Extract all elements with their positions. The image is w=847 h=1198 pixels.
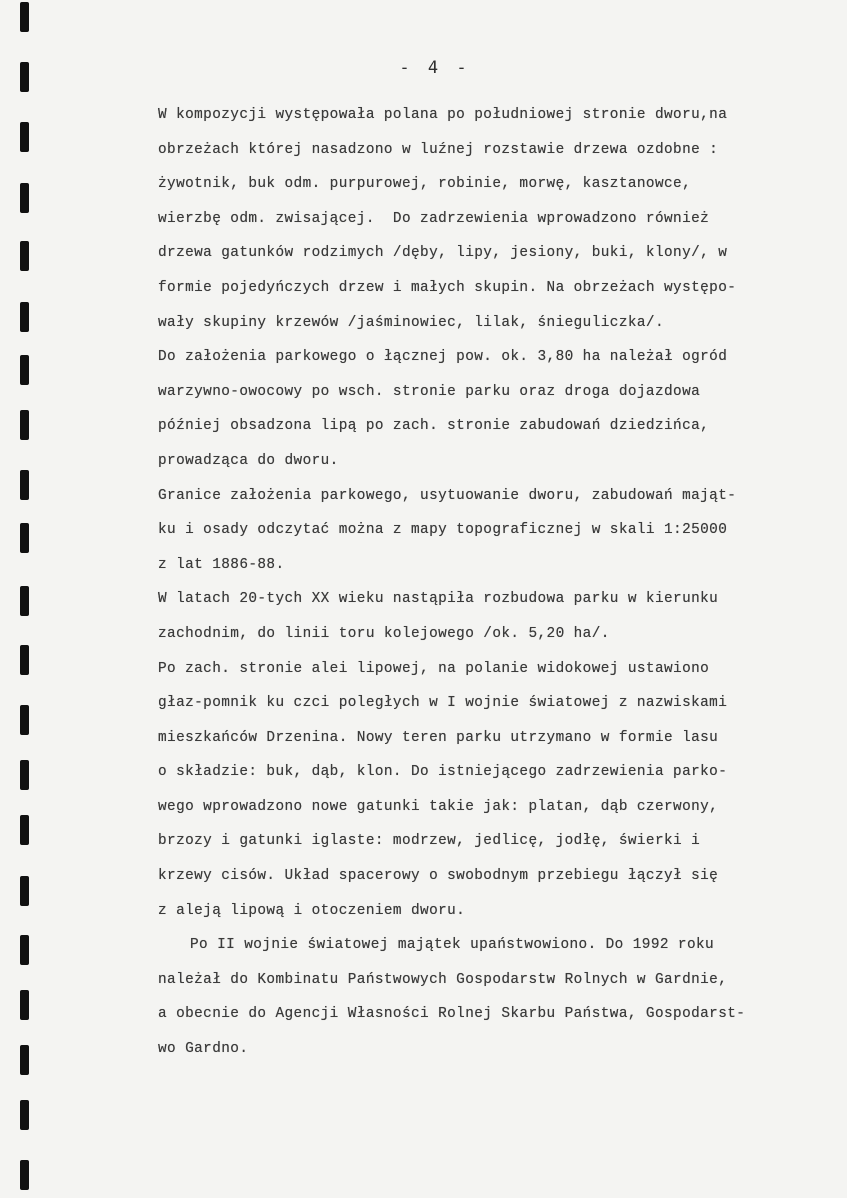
text-line: warzywno-owocowy po wsch. stronie parku oraz droga dojazdowa [158,383,701,400]
text-line: później obsadzona lipą po zach. stronie zabudowań dziedzińca, [158,418,710,435]
text-line: W kompozycji występowała polana po południowej stronie dworu,na [158,107,728,123]
typewritten-text [158,98,828,1067]
text-line: W latach 20-tych XX wieku nastąpiła rozbudowa parku w kierunku [158,591,719,608]
binding-hole [20,241,29,271]
text-line: ku i osady odczytać można z mapy topograficznej w skali 1:25000 [158,522,728,539]
text-line: wo Gardno. [158,1041,249,1058]
binding-hole [20,523,29,553]
binding-hole [20,470,29,500]
binding-hole [20,2,29,32]
text-line: prowadząca do dworu. [158,452,339,469]
binding-hole [20,302,29,332]
binding-hole [20,1045,29,1075]
binding-hole [20,815,29,845]
binding-hole [20,645,29,675]
text-line: wały skupiny krzewów /jaśminowiec, lilak, śnieguliczka/. [158,314,665,331]
text-line: mieszkańców Drzenina. Nowy teren parku utrzymano w formie lasu [158,729,719,746]
binding-hole [20,760,29,790]
text-line: głaz-pomnik ku czci poległych w I wojnie światowej z nazwiskami [158,695,728,712]
binding-hole [20,1160,29,1190]
text-line: Po II wojnie światowej majątek upaństwowiono. Do 1992 roku [190,937,715,954]
page-number: - 4 - [399,58,471,78]
text-line: formie pojedyńczych drzew i małych skupin. Na obrzeżach występo- [158,279,737,296]
text-line: żywotnik, buk odm. purpurowej, robinie, morwę, kasztanowce, [158,176,692,193]
text-line: a obecnie do Agencji Własności Rolnej Skarbu Państwa, Gospodarst- [158,1006,746,1023]
text-line: drzewa gatunków rodzimych /dęby, lipy, jesiony, buki, klony/, w [158,245,728,262]
text-line: wego wprowadzono nowe gatunki takie jak: platan, dąb czerwony, [158,798,719,815]
text-line: brzozy i gatunki iglaste: modrzew, jedlicę, jodłę, świerki i [158,833,701,850]
text-line: krzewy cisów. Układ spacerowy o swobodnym przebiegu łączył się [158,868,719,885]
text-line: Granice założenia parkowego, usytuowanie dworu, zabudowań mająt- [158,487,737,504]
text-line: z aleją lipową i otoczeniem dworu. [158,902,466,919]
binding-hole [20,122,29,152]
binding-hole [20,355,29,385]
binding-hole [20,1100,29,1130]
binding-hole [20,990,29,1020]
binding-holes [0,0,40,1198]
binding-hole [20,935,29,965]
text-line: Do założenia parkowego o łącznej pow. ok. 3,80 ha należał ogród [158,349,728,366]
binding-hole [20,410,29,440]
binding-hole [20,705,29,735]
text-line: należał do Kombinatu Państwowych Gospodarstw Rolnych w Gardnie, [158,971,728,988]
text-line: zachodnim, do linii toru kolejowego /ok. 5,20 ha/. [158,625,610,642]
binding-hole [20,183,29,213]
binding-hole [20,876,29,906]
text-line: o składzie: buk, dąb, klon. Do istniejącego zadrzewienia parko- [158,764,728,781]
text-line: Po zach. stronie alei lipowej, na polanie widokowej ustawiono [158,660,710,677]
text-line: wierzbę odm. zwisającej. Do zadrzewienia wprowadzono również [158,210,710,227]
binding-hole [20,586,29,616]
text-line: obrzeżach której nasadzono w luźnej rozstawie drzewa ozdobne : [158,141,719,158]
text-line: z lat 1886-88. [158,556,285,573]
